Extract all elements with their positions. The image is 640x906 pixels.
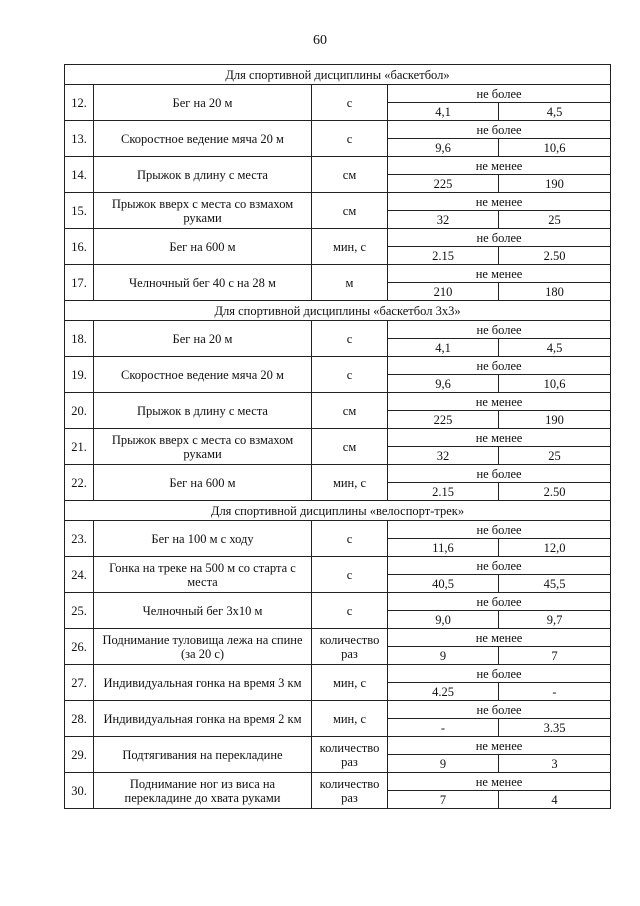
value-cell-1: 40,5 — [388, 575, 499, 593]
value-cell-1: 4,1 — [388, 339, 499, 357]
value-cell-2: 4,5 — [499, 339, 611, 357]
value-cell-1: 225 — [388, 175, 499, 193]
section-title: Для спортивной дисциплины «баскетбол» — [65, 65, 611, 85]
table-row — [65, 393, 611, 411]
test-name: Челночный бег 3х10 м — [94, 593, 312, 629]
test-name: Скоростное ведение мяча 20 м — [94, 121, 312, 157]
value-cell-2: - — [499, 683, 611, 701]
condition-cell: не более — [388, 121, 611, 139]
condition-cell: не менее — [388, 193, 611, 211]
value-cell-1: 9,6 — [388, 375, 499, 393]
unit-cell: см — [312, 393, 388, 429]
row-number: 20. — [65, 393, 94, 429]
value-cell-2: 10,6 — [499, 375, 611, 393]
unit-cell: с — [312, 557, 388, 593]
condition-cell: не менее — [388, 773, 611, 791]
test-name: Бег на 20 м — [94, 321, 312, 357]
test-name: Прыжок вверх с места со взмахом руками — [94, 429, 312, 465]
row-number: 18. — [65, 321, 94, 357]
unit-cell: мин, с — [312, 465, 388, 501]
value-cell-2: 3 — [499, 755, 611, 773]
unit-cell: мин, с — [312, 665, 388, 701]
row-number: 14. — [65, 157, 94, 193]
value-cell-1: 9,6 — [388, 139, 499, 157]
value-cell-1: 9 — [388, 647, 499, 665]
unit-cell: мин, с — [312, 229, 388, 265]
condition-cell: не менее — [388, 629, 611, 647]
row-number: 12. — [65, 85, 94, 121]
row-number: 25. — [65, 593, 94, 629]
row-number: 13. — [65, 121, 94, 157]
table-row — [65, 737, 611, 755]
row-number: 27. — [65, 665, 94, 701]
test-name: Поднимание ног из виса на перекладине до хвата руками — [94, 773, 312, 809]
value-cell-2: 25 — [499, 211, 611, 229]
value-cell-1: 9,0 — [388, 611, 499, 629]
value-cell-2: 7 — [499, 647, 611, 665]
unit-cell: см — [312, 157, 388, 193]
unit-cell: с — [312, 121, 388, 157]
condition-cell: не более — [388, 465, 611, 483]
condition-cell: не более — [388, 701, 611, 719]
page-number: 60 — [313, 33, 327, 48]
table-row — [65, 429, 611, 447]
table-row — [65, 773, 611, 791]
row-number: 26. — [65, 629, 94, 665]
table-row — [65, 193, 611, 211]
test-name: Гонка на треке на 500 м со старта с места — [94, 557, 312, 593]
unit-cell: мин, с — [312, 701, 388, 737]
row-number: 22. — [65, 465, 94, 501]
value-cell-2: 190 — [499, 175, 611, 193]
value-cell-2: 4,5 — [499, 103, 611, 121]
value-cell-1: 210 — [388, 283, 499, 301]
row-number: 24. — [65, 557, 94, 593]
row-number: 16. — [65, 229, 94, 265]
test-name: Поднимание туловища лежа на спине (за 20 с) — [94, 629, 312, 665]
table-row — [65, 229, 611, 247]
unit-cell: количество раз — [312, 737, 388, 773]
test-name: Подтягивания на перекладине — [94, 737, 312, 773]
value-cell-1: 4,1 — [388, 103, 499, 121]
value-cell-1: 9 — [388, 755, 499, 773]
unit-cell: с — [312, 521, 388, 557]
section-title: Для спортивной дисциплины «велоспорт-трек» — [65, 501, 611, 521]
condition-cell: не более — [388, 665, 611, 683]
standards-table — [64, 64, 611, 809]
condition-cell: не менее — [388, 737, 611, 755]
table-row — [65, 85, 611, 103]
test-name: Скоростное ведение мяча 20 м — [94, 357, 312, 393]
value-cell-2: 10,6 — [499, 139, 611, 157]
unit-cell: с — [312, 357, 388, 393]
test-name: Прыжок вверх с места со взмахом руками — [94, 193, 312, 229]
value-cell-1: 2.15 — [388, 483, 499, 501]
test-name: Бег на 100 м с ходу — [94, 521, 312, 557]
value-cell-2: 2.50 — [499, 247, 611, 265]
table-row — [65, 465, 611, 483]
table-row — [65, 265, 611, 283]
value-cell-2: 3.35 — [499, 719, 611, 737]
condition-cell: не более — [388, 229, 611, 247]
test-name: Прыжок в длину с места — [94, 157, 312, 193]
row-number: 29. — [65, 737, 94, 773]
table-row — [65, 157, 611, 175]
row-number: 28. — [65, 701, 94, 737]
section-header-row — [65, 301, 611, 321]
condition-cell: не более — [388, 593, 611, 611]
value-cell-2: 12,0 — [499, 539, 611, 557]
table-row — [65, 557, 611, 575]
value-cell-2: 4 — [499, 791, 611, 809]
test-name: Индивидуальная гонка на время 3 км — [94, 665, 312, 701]
test-name: Прыжок в длину с места — [94, 393, 312, 429]
condition-cell: не более — [388, 357, 611, 375]
section-header-row — [65, 501, 611, 521]
table-row — [65, 357, 611, 375]
unit-cell: с — [312, 593, 388, 629]
row-number: 30. — [65, 773, 94, 809]
table-row — [65, 593, 611, 611]
test-name: Челночный бег 40 с на 28 м — [94, 265, 312, 301]
test-name: Бег на 20 м — [94, 85, 312, 121]
value-cell-1: 11,6 — [388, 539, 499, 557]
value-cell-2: 45,5 — [499, 575, 611, 593]
test-name: Бег на 600 м — [94, 465, 312, 501]
row-number: 23. — [65, 521, 94, 557]
condition-cell: не менее — [388, 429, 611, 447]
table-row — [65, 665, 611, 683]
table-row — [65, 629, 611, 647]
section-header-row — [65, 65, 611, 85]
value-cell-2: 25 — [499, 447, 611, 465]
value-cell-2: 190 — [499, 411, 611, 429]
unit-cell: м — [312, 265, 388, 301]
test-name: Бег на 600 м — [94, 229, 312, 265]
condition-cell: не менее — [388, 265, 611, 283]
value-cell-1: 2.15 — [388, 247, 499, 265]
table-row — [65, 521, 611, 539]
condition-cell: не менее — [388, 157, 611, 175]
table-row — [65, 121, 611, 139]
value-cell-2: 2.50 — [499, 483, 611, 501]
test-name: Индивидуальная гонка на время 2 км — [94, 701, 312, 737]
unit-cell: см — [312, 193, 388, 229]
unit-cell: с — [312, 321, 388, 357]
section-title: Для спортивной дисциплины «баскетбол 3х3» — [65, 301, 611, 321]
value-cell-1: 4.25 — [388, 683, 499, 701]
value-cell-1: 32 — [388, 211, 499, 229]
value-cell-1: 225 — [388, 411, 499, 429]
condition-cell: не более — [388, 521, 611, 539]
row-number: 17. — [65, 265, 94, 301]
unit-cell: количество раз — [312, 629, 388, 665]
condition-cell: не более — [388, 321, 611, 339]
condition-cell: не менее — [388, 393, 611, 411]
row-number: 19. — [65, 357, 94, 393]
row-number: 15. — [65, 193, 94, 229]
row-number: 21. — [65, 429, 94, 465]
value-cell-1: 7 — [388, 791, 499, 809]
table-row — [65, 321, 611, 339]
value-cell-2: 180 — [499, 283, 611, 301]
value-cell-1: - — [388, 719, 499, 737]
unit-cell: количество раз — [312, 773, 388, 809]
condition-cell: не более — [388, 557, 611, 575]
unit-cell: с — [312, 85, 388, 121]
value-cell-2: 9,7 — [499, 611, 611, 629]
value-cell-1: 32 — [388, 447, 499, 465]
condition-cell: не более — [388, 85, 611, 103]
table-row — [65, 701, 611, 719]
unit-cell: см — [312, 429, 388, 465]
